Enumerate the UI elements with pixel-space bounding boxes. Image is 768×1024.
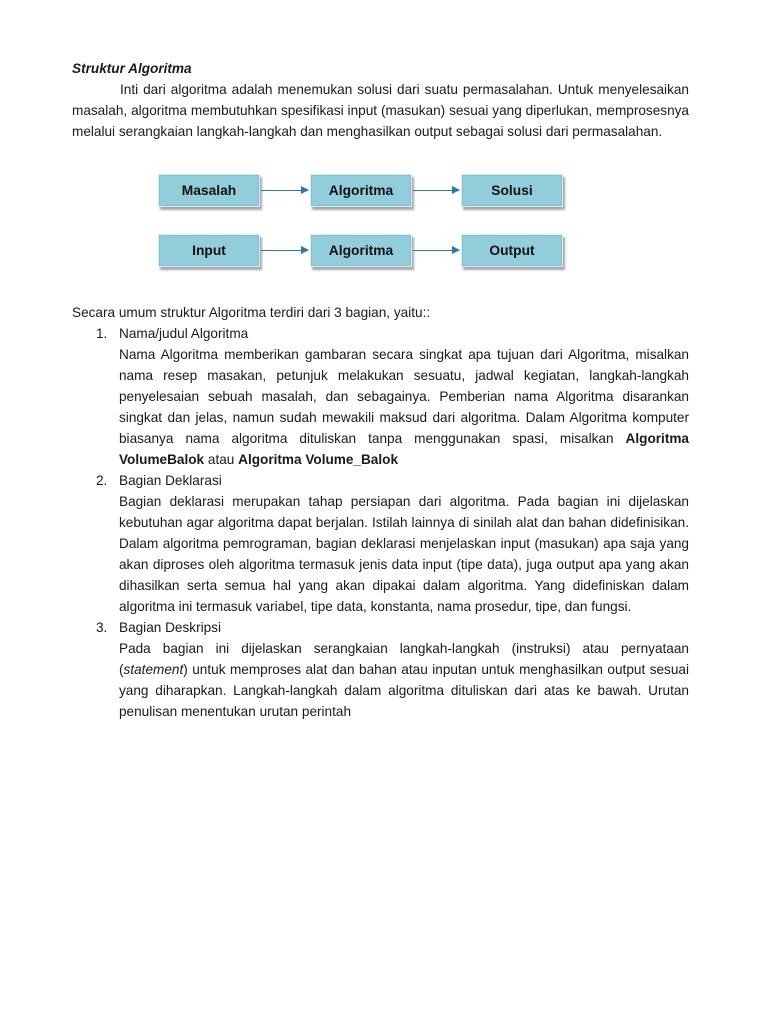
example-name-1: Algoritma VolumeBalok xyxy=(119,431,689,467)
diagram-box-input: Input xyxy=(158,234,260,267)
diagram-box-algoritma-1: Algoritma xyxy=(310,174,412,207)
diagram-box-algoritma-2: Algoritma xyxy=(310,234,412,267)
item-number: 2. xyxy=(96,473,108,488)
item-body-nama xyxy=(119,344,689,470)
item-title-deklarasi: Bagian Deklarasi xyxy=(119,473,222,488)
flow-diagram xyxy=(72,142,689,302)
item-title-deskripsi: Bagian Deskripsi xyxy=(119,620,221,635)
item-number: 3. xyxy=(96,620,108,635)
connector-text: atau xyxy=(204,452,239,467)
arrow-algoritma-output xyxy=(413,250,459,251)
list-item xyxy=(72,323,689,470)
arrow-masalah-algoritma xyxy=(261,190,308,191)
document-page xyxy=(72,58,689,722)
structure-intro: Secara umum struktur Algoritma terdiri dari 3 bagian, yaitu:: xyxy=(72,305,431,320)
item-number: 1. xyxy=(96,326,108,341)
item-body-before: Pada bagian ini dijelaskan serangkaian langkah-langkah (instruksi) atau pernyataan ( xyxy=(119,641,689,677)
item-title-nama: Nama/judul Algoritma xyxy=(119,326,249,341)
diagram-box-masalah: Masalah xyxy=(158,174,260,207)
item-body-deklarasi: Bagian deklarasi merupakan tahap persiapan dari algoritma. Pada bagian ini dijelaskan kebutuhan agar algoritma dapat berjalan. Istilah lainnya di sinilah alat dan bahan didefinisikan. Dalam algoritma pemrograman, bagian deklarasi menjelaskan input (masukan) apa saja yang akan diproses oleh algoritma termasuk jenis data input (tipe data), juga output apa yang akan dihasilkan serta semua hal yang akan dipakai dalam algoritma. Yang didefiniskan dalam algoritma ini termasuk variabel, tipe data, konstanta, nama prosedur, tipe, dan fungsi. xyxy=(119,494,689,614)
diagram-box-output: Output xyxy=(461,234,563,267)
arrow-algoritma-solusi xyxy=(413,190,459,191)
intro-paragraph: Inti dari algoritma adalah menemukan solusi dari suatu permasalahan. Untuk menyelesaikan masalah, algoritma membutuhkan spesifikasi input (masukan) sesuai yang diperlukan, memprosesnya melalui serangkaian langkah-langkah dan menghasilkan output sebagai solusi dari permasalahan. xyxy=(72,82,689,139)
list-item xyxy=(72,470,689,617)
list-item xyxy=(72,617,689,722)
section-list xyxy=(72,323,689,722)
italic-term: statement xyxy=(123,662,184,677)
item-body-after: ) untuk memproses alat dan bahan atau inputan untuk menghasilkan output sesuai yang diharapkan. Langkah-langkah dalam algoritma dituliskan dari atas ke bawah. Urutan penulisan menentukan urutan perintah xyxy=(119,662,689,719)
item-body-deskripsi xyxy=(119,638,689,722)
section-heading: Struktur Algoritma xyxy=(72,61,192,76)
item-body-text: Nama Algoritma memberikan gambaran secara singkat apa tujuan dari Algoritma, misalkan nama resep masakan, petunjuk melakukan sesuatu, jadwal kegiatan, langkah-langkah penyelesaian sebuah masalah, dan sebagainya. Pemberian nama Algoritma disarankan singkat dan jelas, namun sudah mewakili maksud dari algoritma. Dalam Algoritma komputer biasanya nama algoritma dituliskan tanpa menggunakan spasi, misalkan xyxy=(119,347,689,446)
arrow-input-algoritma xyxy=(261,250,308,251)
diagram-box-solusi: Solusi xyxy=(461,174,563,207)
example-name-2: Algoritma Volume_Balok xyxy=(238,452,399,467)
